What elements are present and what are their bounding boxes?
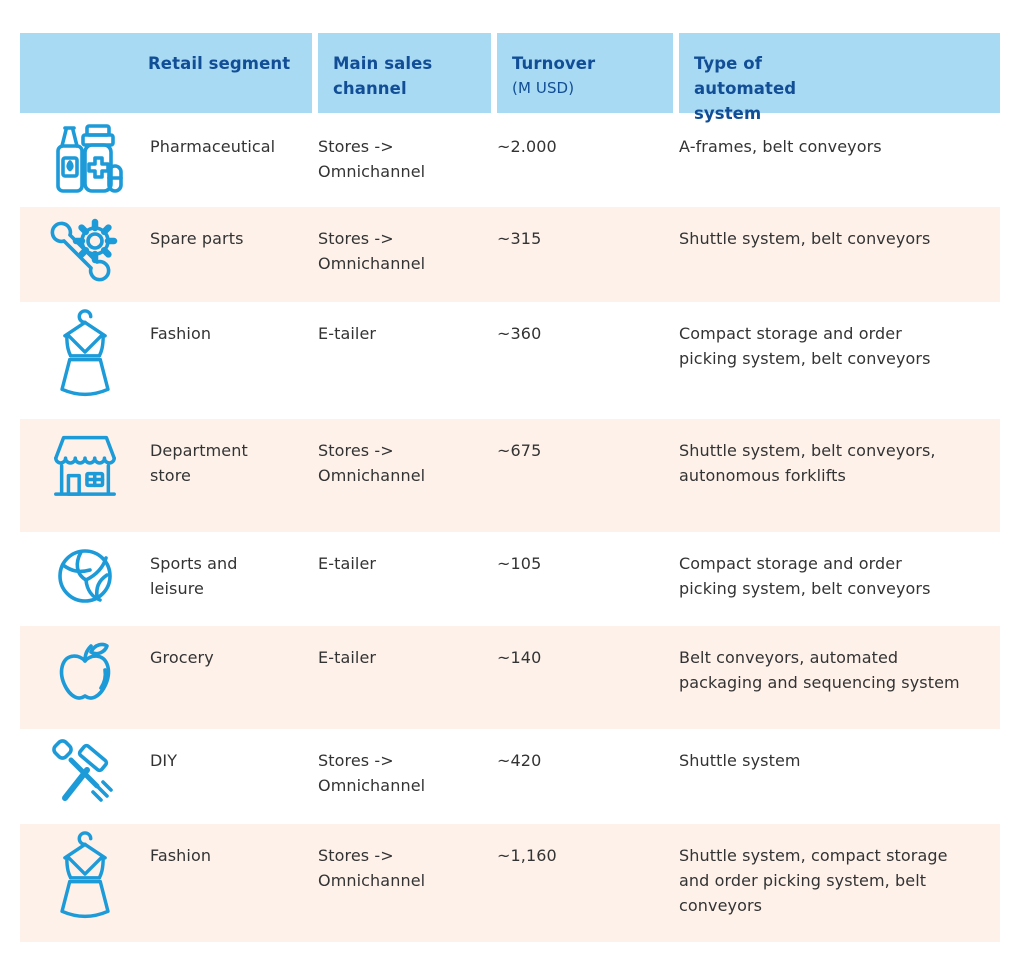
system-cell: [679, 729, 1000, 824]
system-cell: [679, 115, 1000, 207]
header-cell-1: [20, 33, 312, 113]
turnover-cell: [497, 729, 679, 824]
turnover-text: ~420: [497, 751, 542, 770]
header-cell-2: [318, 33, 491, 113]
system-cell: [679, 302, 1000, 419]
segment-cell: [150, 419, 318, 532]
table-row: [20, 532, 1000, 626]
turnover-cell: [497, 824, 679, 942]
turnover-cell: [497, 302, 679, 419]
header-label: Retail segment: [148, 54, 291, 73]
channel-text: Stores -> Omnichannel: [318, 137, 426, 181]
segment-text: Spare parts: [150, 229, 244, 248]
segment-cell: [150, 115, 318, 207]
system-text: Shuttle system: [679, 751, 801, 770]
segment-cell: [150, 532, 318, 626]
system-text: Belt conveyors, automated packaging and sequencing system: [679, 648, 960, 692]
segment-text: DIY: [150, 751, 178, 770]
turnover-text: ~2.000: [497, 137, 557, 156]
turnover-text: ~360: [497, 324, 542, 343]
segment-cell: [150, 626, 318, 729]
fashion-dress-icon: [20, 824, 150, 942]
header-label: Type of automated system: [694, 54, 797, 123]
turnover-cell: [497, 419, 679, 532]
table-row: [20, 302, 1000, 419]
table-row: [20, 115, 1000, 207]
table-body: [20, 115, 1000, 942]
table-row: [20, 824, 1000, 942]
segment-text: Pharmaceutical: [150, 137, 276, 156]
channel-text: E-tailer: [318, 554, 377, 573]
turnover-text: ~675: [497, 441, 542, 460]
department-store-icon: [20, 419, 150, 532]
segment-cell: [150, 302, 318, 419]
header-sublabel: (M USD): [512, 79, 575, 97]
system-cell: [679, 824, 1000, 942]
channel-cell: [318, 207, 497, 302]
channel-cell: [318, 824, 497, 942]
channel-cell: [318, 729, 497, 824]
spare-parts-icon: [20, 207, 150, 302]
table-row: [20, 419, 1000, 532]
table-row: [20, 729, 1000, 824]
diy-tools-icon: [20, 729, 150, 824]
turnover-cell: [497, 115, 679, 207]
header-cell-4: [679, 33, 1000, 123]
channel-cell: [318, 302, 497, 419]
channel-cell: [318, 626, 497, 729]
system-text: Shuttle system, belt conveyors, autonomous forklifts: [679, 441, 936, 485]
channel-text: Stores -> Omnichannel: [318, 229, 426, 273]
table-header-row: [20, 33, 1000, 123]
table-row: [20, 207, 1000, 302]
segment-cell: [150, 824, 318, 942]
turnover-text: ~140: [497, 648, 542, 667]
system-cell: [679, 626, 1000, 729]
apple-icon: [20, 626, 150, 729]
channel-cell: [318, 419, 497, 532]
turnover-cell: [497, 532, 679, 626]
segment-text: Grocery: [150, 648, 214, 667]
turnover-text: ~315: [497, 229, 542, 248]
system-cell: [679, 207, 1000, 302]
segment-text: Fashion: [150, 324, 212, 343]
channel-text: E-tailer: [318, 648, 377, 667]
channel-cell: [318, 115, 497, 207]
segment-text: Department store: [150, 441, 248, 485]
channel-text: Stores -> Omnichannel: [318, 441, 426, 485]
header-label: Turnover: [512, 54, 596, 73]
turnover-cell: [497, 207, 679, 302]
system-text: Compact storage and order picking system, belt conveyors: [679, 324, 931, 368]
system-cell: [679, 532, 1000, 626]
system-text: Compact storage and order picking system, belt conveyors: [679, 554, 931, 598]
turnover-text: ~105: [497, 554, 542, 573]
turnover-cell: [497, 626, 679, 729]
retail-automation-table: [20, 33, 1000, 942]
channel-text: Stores -> Omnichannel: [318, 846, 426, 890]
segment-cell: [150, 729, 318, 824]
system-cell: [679, 419, 1000, 532]
header-label: Main sales channel: [333, 54, 433, 98]
table-row: [20, 626, 1000, 729]
channel-text: Stores -> Omnichannel: [318, 751, 426, 795]
fashion-dress-icon: [20, 302, 150, 419]
segment-text: Fashion: [150, 846, 212, 865]
segment-text: Sports and leisure: [150, 554, 238, 598]
channel-text: E-tailer: [318, 324, 377, 343]
channel-cell: [318, 532, 497, 626]
turnover-text: ~1,160: [497, 846, 557, 865]
system-text: Shuttle system, compact storage and order picking system, belt conveyors: [679, 846, 948, 915]
pharmaceutical-icon: [20, 115, 150, 207]
header-cell-3: [497, 33, 673, 113]
system-text: Shuttle system, belt conveyors: [679, 229, 931, 248]
segment-cell: [150, 207, 318, 302]
volleyball-icon: [20, 532, 150, 626]
system-text: A-frames, belt conveyors: [679, 137, 882, 156]
